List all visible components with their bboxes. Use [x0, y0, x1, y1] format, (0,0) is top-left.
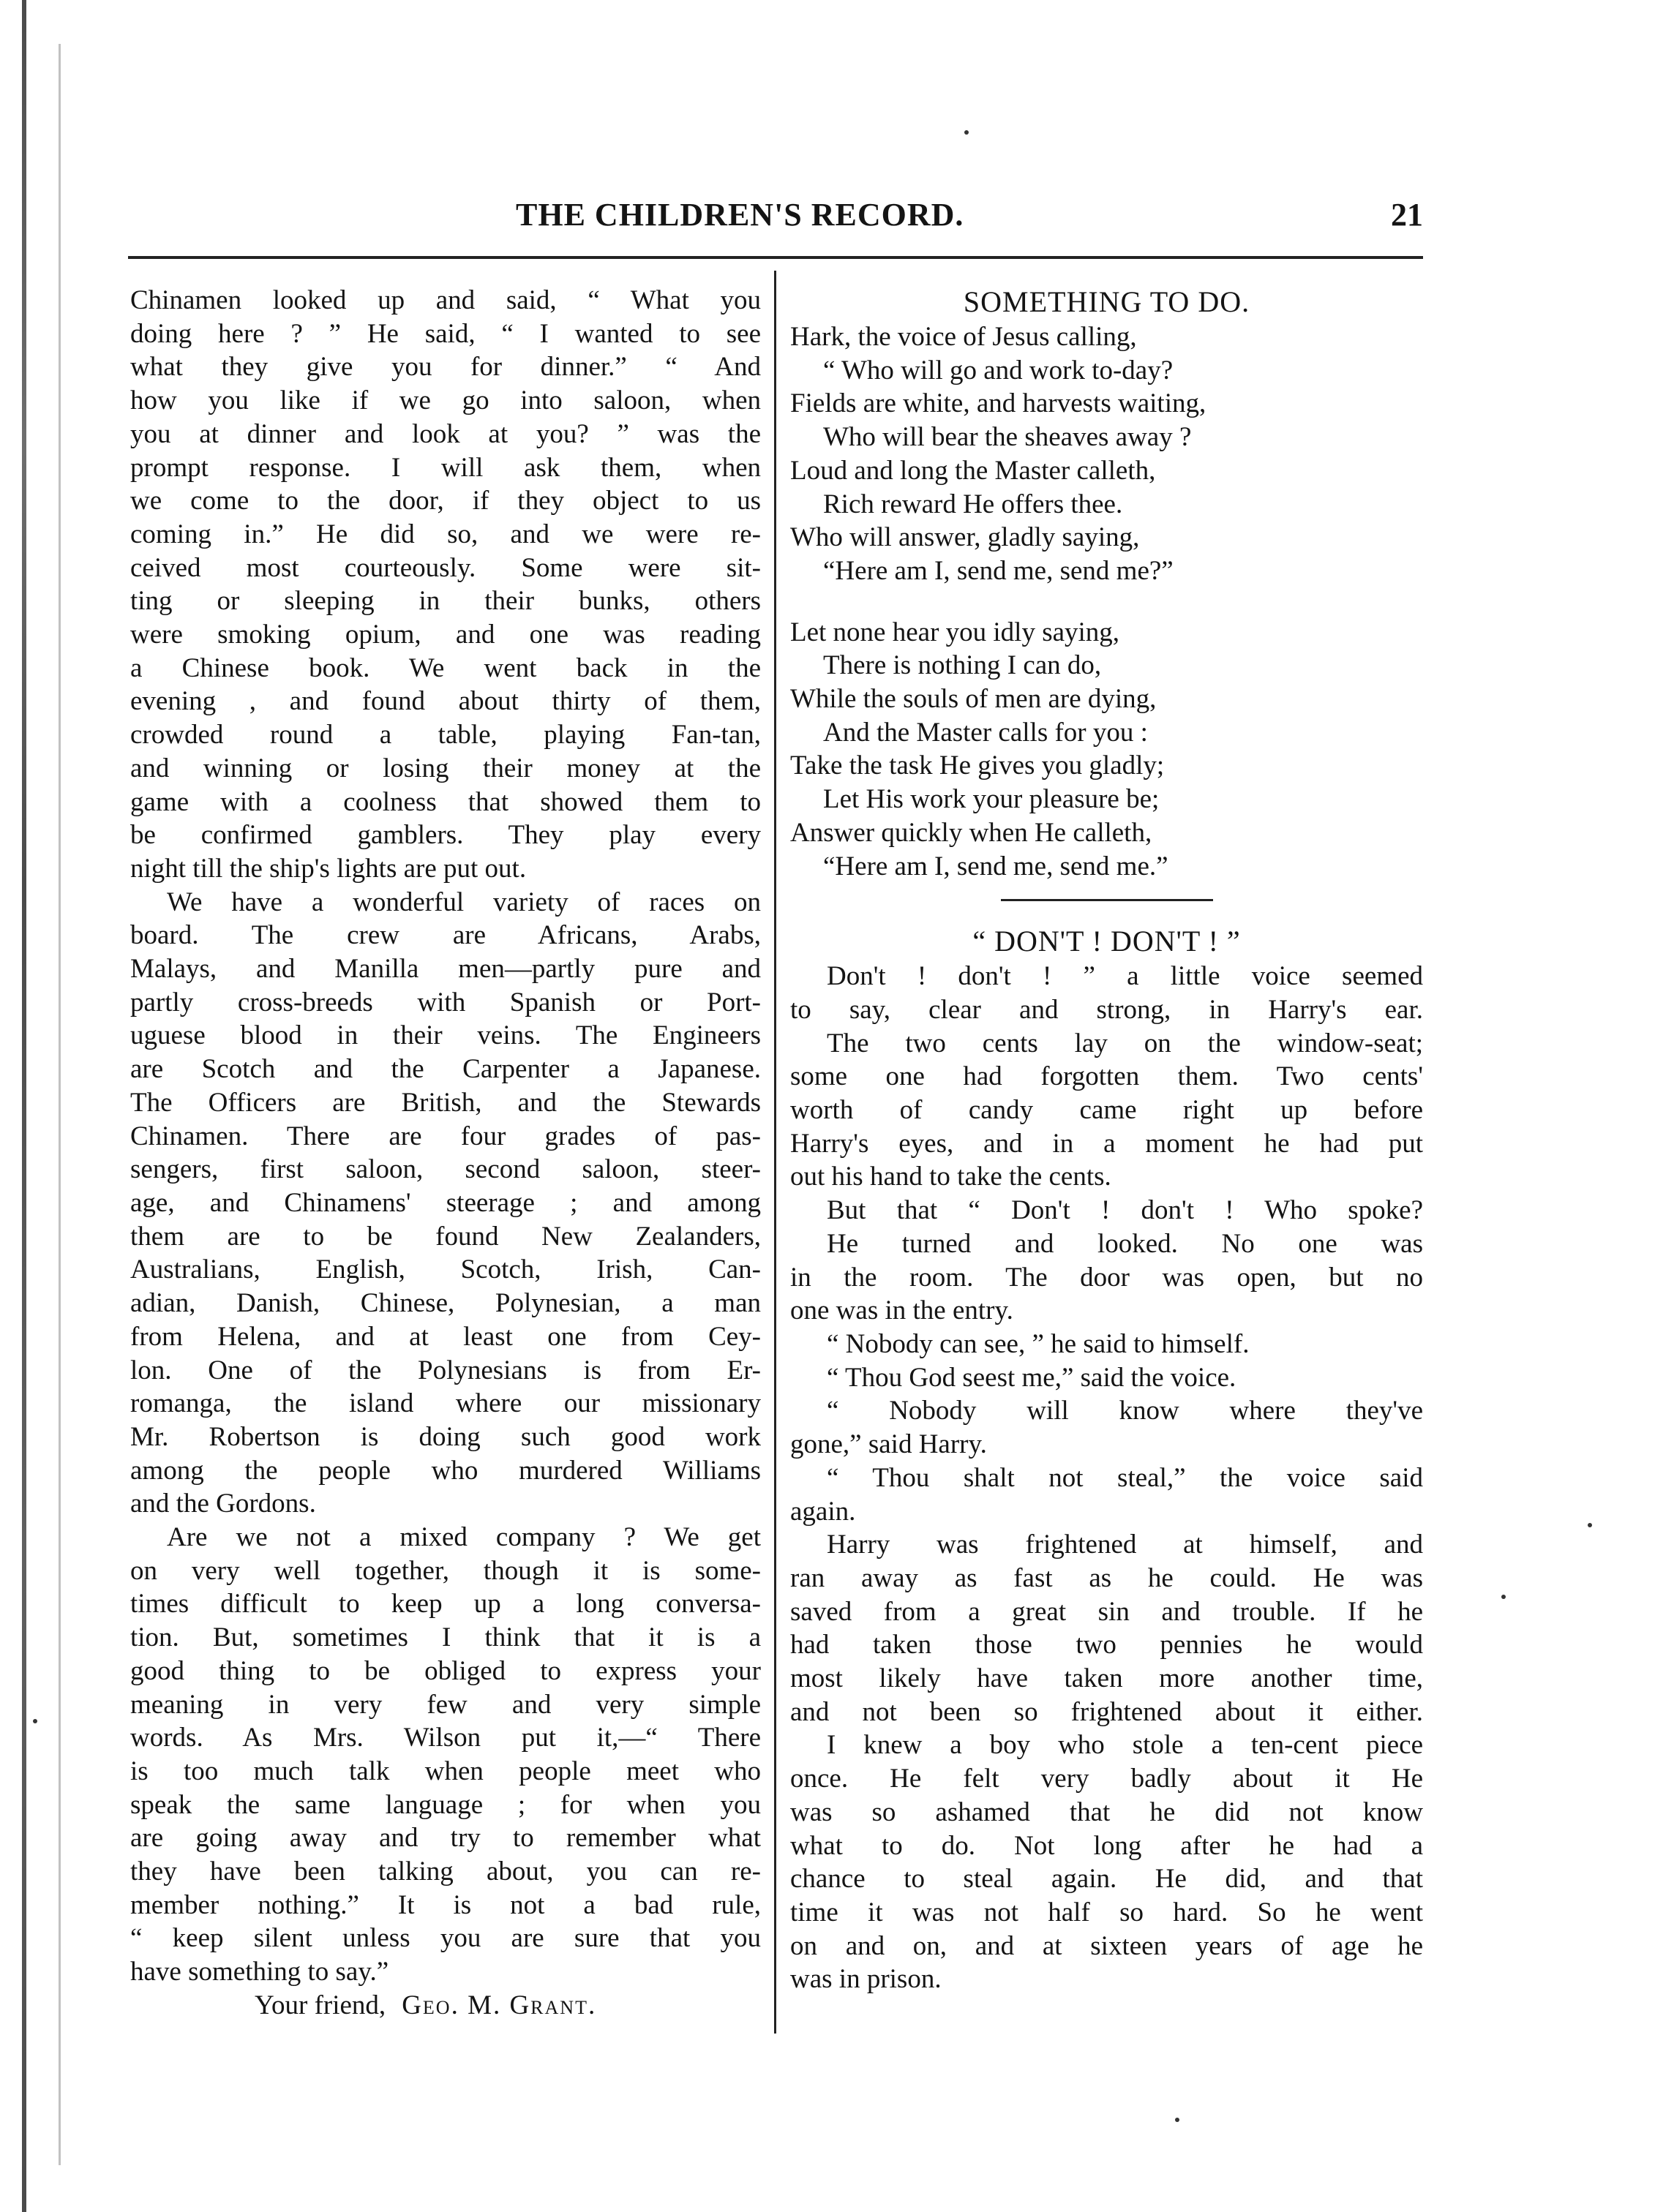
text-line: Harry's eyes, and in a moment he had put: [790, 1128, 1423, 1159]
poem-line: Fields are white, and harvests waiting,: [790, 388, 1206, 419]
text-line: crowded round a table, playing Fan-tan,: [130, 720, 761, 750]
text-line: night till the ship's lights are put out.: [130, 853, 527, 884]
text-line: Mr. Robertson is doing such good work: [130, 1421, 761, 1452]
poem-line: Loud and long the Master calleth,: [790, 455, 1156, 486]
poem-line: Who will answer, gladly saying,: [790, 522, 1140, 553]
text-line: on very well together, though it is some-: [130, 1555, 761, 1586]
text-line: sengers, first saloon, second saloon, steer-: [130, 1154, 761, 1185]
text-line: tion. But, sometimes I think that it is a: [130, 1622, 761, 1653]
text-line: words. As Mrs. Wilson put it,—“ There: [130, 1723, 761, 1753]
text-line: partly cross-breeds with Spanish or Port-: [130, 987, 761, 1017]
text-line: and the Gordons.: [130, 1489, 316, 1519]
speck: [964, 130, 969, 135]
text-line: ran away as fast as he could. He was: [790, 1562, 1423, 1593]
poem-line: Let His work your pleasure be;: [823, 784, 1160, 815]
text-line: one was in the entry.: [790, 1295, 1013, 1326]
page-number: 21: [1391, 197, 1423, 233]
text-line: romanga, the island where our missionary: [130, 1388, 761, 1419]
poem-line: Rich reward He offers thee.: [823, 489, 1123, 519]
text-line: them are to be found New Zealanders,: [130, 1221, 761, 1252]
text-line: lon. One of the Polynesians is from Er-: [130, 1355, 761, 1385]
text-line: in the room. The door was open, but no: [790, 1262, 1423, 1293]
text-line: uguese blood in their veins. The Engineers: [130, 1020, 761, 1051]
speck: [1588, 1523, 1592, 1527]
text-line: prompt response. I will ask them, when: [130, 452, 761, 483]
text-line: doing here ? ” He said, “ I wanted to see: [130, 318, 761, 349]
text-line: But that “ Don't ! don't ! Who spoke?: [827, 1195, 1423, 1226]
text-line: ceived most courteously. Some were sit-: [130, 552, 761, 583]
text-line: to say, clear and strong, in Harry's ear.: [790, 994, 1423, 1025]
text-line: We have a wonderful variety of races on: [167, 887, 761, 917]
text-line: a Chinese book. We went back in the: [130, 652, 761, 683]
poem-line: Take the task He gives you gladly;: [790, 750, 1165, 781]
section-divider: [1001, 899, 1213, 901]
text-line: speak the same language ; for when you: [130, 1789, 761, 1820]
text-line: time it was not half so hard. So he went: [790, 1897, 1423, 1927]
text-line: evening , and found about thirty of them,: [130, 686, 761, 717]
speck: [1501, 1595, 1506, 1599]
text-line: had taken those two pennies he would: [790, 1630, 1423, 1660]
text-line: they have been talking about, you can re-: [130, 1856, 761, 1887]
running-header: [128, 196, 1423, 247]
poem-line: While the souls of men are dying,: [790, 684, 1157, 715]
text-line: is too much talk when people meet who: [130, 1756, 761, 1786]
text-line: meaning in very few and very simple: [130, 1689, 761, 1720]
text-line: was in prison.: [790, 1964, 942, 1995]
text-line: Don't ! don't ! ” a little voice seemed: [827, 961, 1423, 992]
text-line: once. He felt very badly about it He: [790, 1764, 1423, 1794]
text-line: from Helena, and at least one from Cey-: [130, 1321, 761, 1352]
story-title: “ DON'T ! DON'T ! ”: [972, 925, 1241, 958]
speck: [1175, 2118, 1179, 2122]
text-line: what to do. Not long after he had a: [790, 1830, 1423, 1861]
text-line: Malays, and Manilla men—partly pure and: [130, 954, 761, 985]
text-line: on and on, and at sixteen years of age he: [790, 1930, 1423, 1961]
text-line: Harry was frightened at himself, and: [827, 1530, 1423, 1560]
text-line: were smoking opium, and one was reading: [130, 620, 761, 650]
poem-line: “Here am I, send me, send me.”: [823, 851, 1168, 881]
text-line: what they give you for dinner.” “ And: [130, 352, 761, 383]
text-line: “ Thou shalt not steal,” the voice said: [827, 1462, 1423, 1493]
text-line: board. The crew are Africans, Arabs,: [130, 920, 761, 951]
poem-line: Hark, the voice of Jesus calling,: [790, 322, 1137, 352]
text-line: “ Thou God seest me,” said the voice.: [827, 1362, 1236, 1393]
text-line: member nothing.” It is not a bad rule,: [130, 1889, 761, 1920]
text-line: some one had forgotten them. Two cents': [790, 1061, 1423, 1092]
text-line: The two cents lay on the window-seat;: [827, 1028, 1423, 1058]
text-line: again.: [790, 1496, 856, 1527]
poem-line: And the Master calls for you :: [823, 717, 1148, 748]
poem-line: There is nothing I can do,: [823, 650, 1102, 681]
text-line: age, and Chinamens' steerage ; and among: [130, 1187, 761, 1218]
text-line: are Scotch and the Carpenter a Japanese.: [130, 1054, 761, 1085]
scan-edge-shadow: [59, 44, 61, 2165]
text-line: Chinamen. There are four grades of pas-: [130, 1121, 761, 1151]
text-line: we come to the door, if they object to us: [130, 486, 761, 516]
story-body: [790, 960, 1423, 1996]
text-line: times difficult to keep up a long conversa-: [130, 1589, 761, 1620]
text-line: are going away and try to remember what: [130, 1823, 761, 1854]
text-line: The Officers are British, and the Stewards: [130, 1087, 761, 1118]
text-line: “ keep silent unless you are sure that you: [130, 1923, 761, 1954]
text-line: have something to say.”: [130, 1957, 389, 1987]
poem-title: SOMETHING TO DO.: [963, 285, 1250, 318]
text-line: He turned and looked. No one was: [827, 1228, 1423, 1259]
speck: [33, 1719, 37, 1723]
text-line: out his hand to take the cents.: [790, 1162, 1111, 1192]
header-rule: [128, 256, 1423, 259]
text-line: Chinamen looked up and said, “ What you: [130, 285, 761, 315]
text-line: Are we not a mixed company ? We get: [167, 1522, 761, 1553]
text-line: among the people who murdered Williams: [130, 1455, 761, 1486]
text-line: worth of candy came right up before: [790, 1095, 1423, 1126]
text-line: most likely have taken more another time,: [790, 1663, 1423, 1694]
text-line: and not been so frightened about it either.: [790, 1696, 1423, 1727]
poem-line: Let none hear you idly saying,: [790, 617, 1120, 647]
text-line: adian, Danish, Chinese, Polynesian, a man: [130, 1288, 761, 1319]
poem-line: “ Who will go and work to-day?: [823, 355, 1174, 385]
scan-edge: [22, 0, 26, 2212]
poem-line: “Here am I, send me, send me?”: [823, 555, 1174, 586]
text-line: “ Nobody will know where they've: [827, 1396, 1423, 1426]
poem-stanza-2: [790, 616, 1423, 884]
text-line: was so ashamed that he did not know: [790, 1797, 1423, 1827]
text-line: ting or sleeping in their bunks, others: [130, 586, 761, 617]
text-line: chance to steal again. He did, and that: [790, 1864, 1423, 1895]
text-line: saved from a great sin and trouble. If he: [790, 1596, 1423, 1627]
text-line: coming in.” He did so, and we were re-: [130, 519, 761, 549]
text-line: be confirmed gamblers. They play every: [130, 820, 761, 851]
text-line: I knew a boy who stole a ten-cent piece: [827, 1730, 1423, 1761]
text-line: “ Nobody can see, ” he said to himself.: [827, 1328, 1250, 1359]
running-title: THE CHILDREN'S RECORD.: [516, 197, 964, 233]
poem-stanza-1: [790, 320, 1423, 588]
poem-line: Who will bear the sheaves away ?: [823, 422, 1192, 453]
text-line: how you like if we go into saloon, when: [130, 385, 761, 416]
signoff: [130, 1989, 761, 2023]
signoff-name: Geo. M. Grant.: [402, 1990, 597, 2020]
left-column: [130, 284, 761, 2023]
poem-line: Answer quickly when He calleth,: [790, 817, 1152, 848]
text-line: Australians, English, Scotch, Irish, Can-: [130, 1254, 761, 1285]
text-line: you at dinner and look at you? ” was the: [130, 418, 761, 449]
right-column: [790, 284, 1423, 1996]
text-line: and winning or losing their money at the: [130, 753, 761, 783]
signoff-prefix: Your friend,: [255, 1990, 386, 2020]
text-line: good thing to be obliged to express your: [130, 1655, 761, 1686]
text-line: gone,” said Harry.: [790, 1429, 987, 1460]
text-line: game with a coolness that showed them to: [130, 786, 761, 817]
column-divider: [774, 271, 776, 2034]
